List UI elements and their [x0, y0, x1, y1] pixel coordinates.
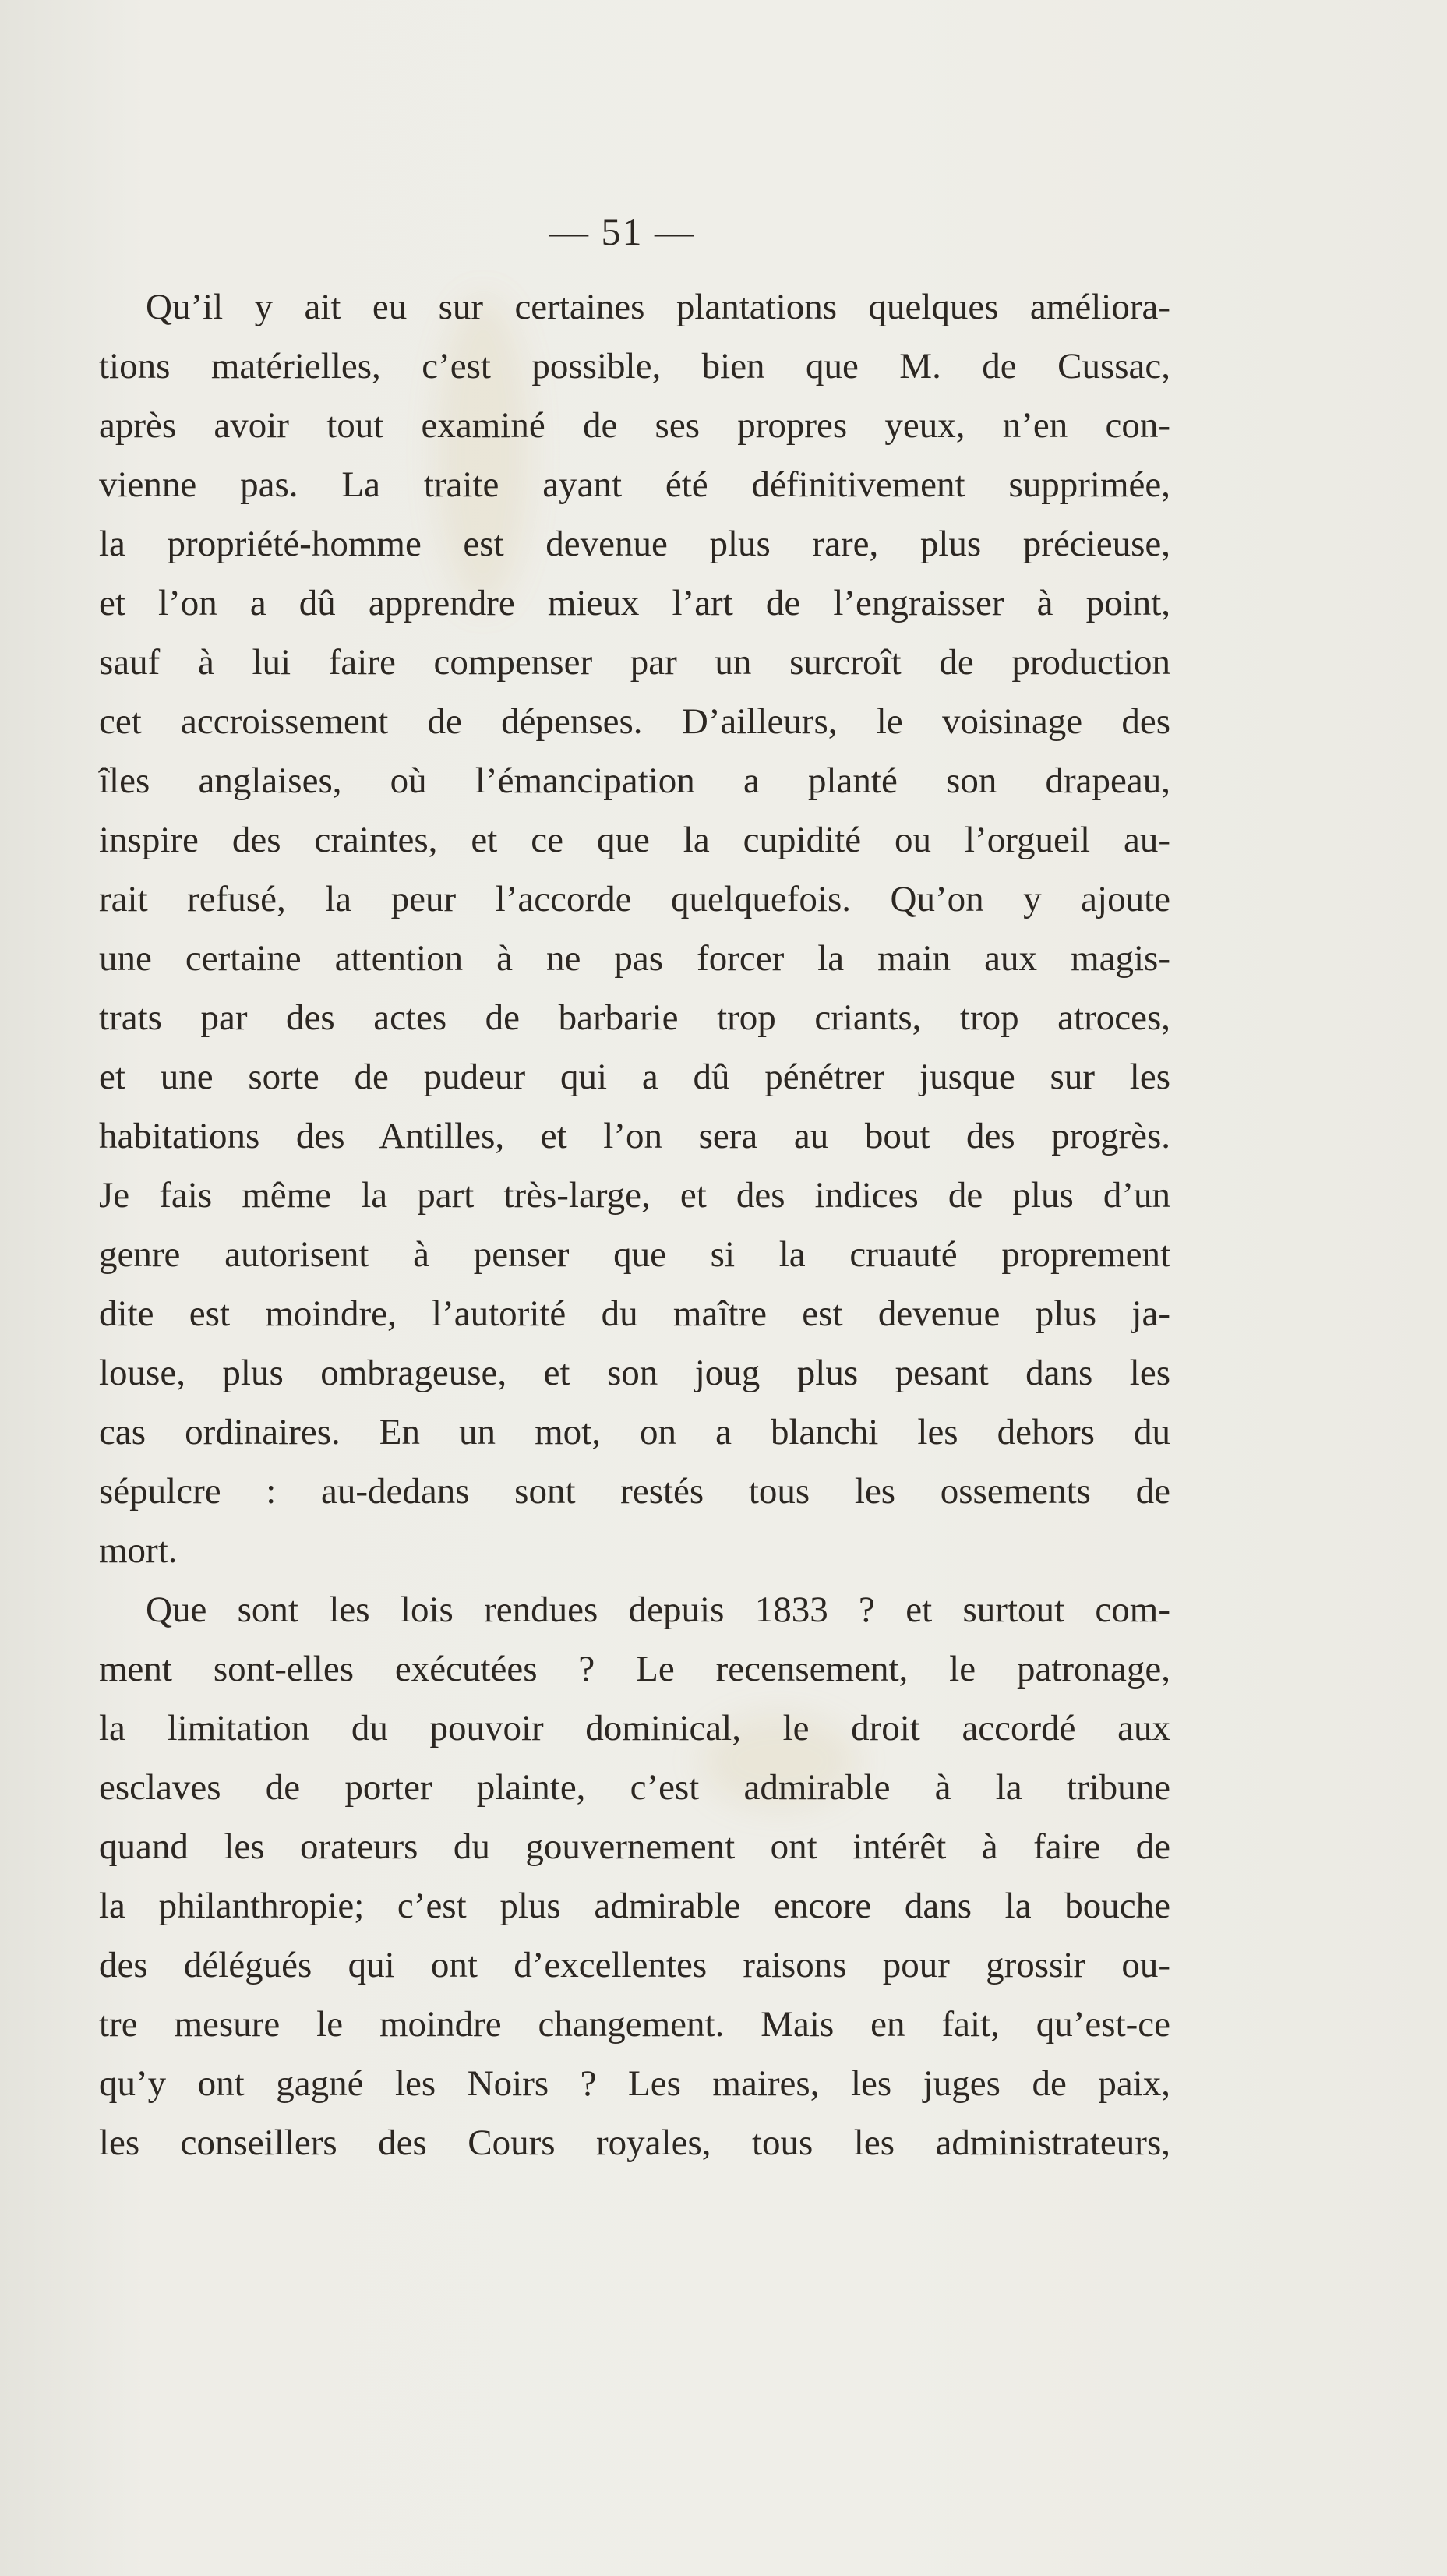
text-line: Qu’il y ait eu sur certaines plantations quelques améliora-	[146, 287, 1170, 327]
text-line: la propriété-homme est devenue plus rare, plus précieuse,	[99, 524, 1170, 564]
text-line: sauf à lui faire compenser par un surcroît de production	[99, 642, 1170, 683]
text-line: cas ordinaires. En un mot, on a blanchi les dehors du	[99, 1412, 1170, 1452]
text-line: habitations des Antilles, et l’on sera au bout des progrès.	[99, 1116, 1170, 1156]
page-number: — 51 —	[549, 210, 695, 253]
text-line: une certaine attention à ne pas forcer la main aux magis-	[99, 938, 1170, 979]
text-line: cet accroissement de dépenses. D’ailleurs, le voisinage des	[99, 701, 1170, 742]
text-line: dite est moindre, l’autorité du maître est devenue plus ja-	[99, 1293, 1170, 1334]
text-line: des délégués qui ont d’excellentes raisons pour grossir ou-	[99, 1945, 1170, 1985]
text-line: îles anglaises, où l’émancipation a planté son drapeau,	[99, 760, 1170, 801]
text-line: Que sont les lois rendues depuis 1833 ? et surtout com-	[146, 1590, 1170, 1630]
text-line: mort.	[99, 1530, 178, 1571]
text-line: rait refusé, la peur l’accorde quelquefois. Qu’on y ajoute	[99, 879, 1170, 919]
text-line: tre mesure le moindre changement. Mais en fait, qu’est-ce	[99, 2004, 1170, 2045]
text-line: inspire des craintes, et ce que la cupidité ou l’orgueil au-	[99, 820, 1170, 860]
body-text	[99, 277, 1170, 2172]
text-line: quand les orateurs du gouvernement ont intérêt à faire de	[99, 1826, 1170, 1867]
text-line: trats par des actes de barbarie trop criants, trop atroces,	[99, 997, 1170, 1038]
text-line: et une sorte de pudeur qui a dû pénétrer jusque sur les	[99, 1057, 1170, 1097]
text-line: la philanthropie; c’est plus admirable encore dans la bouche	[99, 1886, 1170, 1926]
text-line: Je fais même la part très-large, et des indices de plus d’un	[99, 1175, 1170, 1216]
text-line: esclaves de porter plainte, c’est admirable à la tribune	[99, 1767, 1170, 1808]
text-line: louse, plus ombrageuse, et son joug plus pesant dans les	[99, 1353, 1170, 1393]
text-line: ment sont-elles exécutées ? Le recensement, le patronage,	[99, 1649, 1170, 1689]
text-line: sépulcre : au-dedans sont restés tous les ossements de	[99, 1471, 1170, 1512]
text-line: vienne pas. La traite ayant été définitivement supprimée,	[99, 464, 1170, 505]
text-line: après avoir tout examiné de ses propres yeux, n’en con-	[99, 405, 1170, 446]
text-line: qu’y ont gagné les Noirs ? Les maires, les juges de paix,	[99, 2063, 1170, 2104]
text-line: la limitation du pouvoir dominical, le droit accordé aux	[99, 1708, 1170, 1749]
text-line: et l’on a dû apprendre mieux l’art de l’engraisser à point,	[99, 583, 1170, 623]
text-line: tions matérielles, c’est possible, bien que M. de Cussac,	[99, 346, 1170, 386]
text-line: les conseillers des Cours royales, tous les administrateurs,	[99, 2123, 1170, 2163]
text-line: genre autorisent à penser que si la cruauté proprement	[99, 1234, 1170, 1275]
